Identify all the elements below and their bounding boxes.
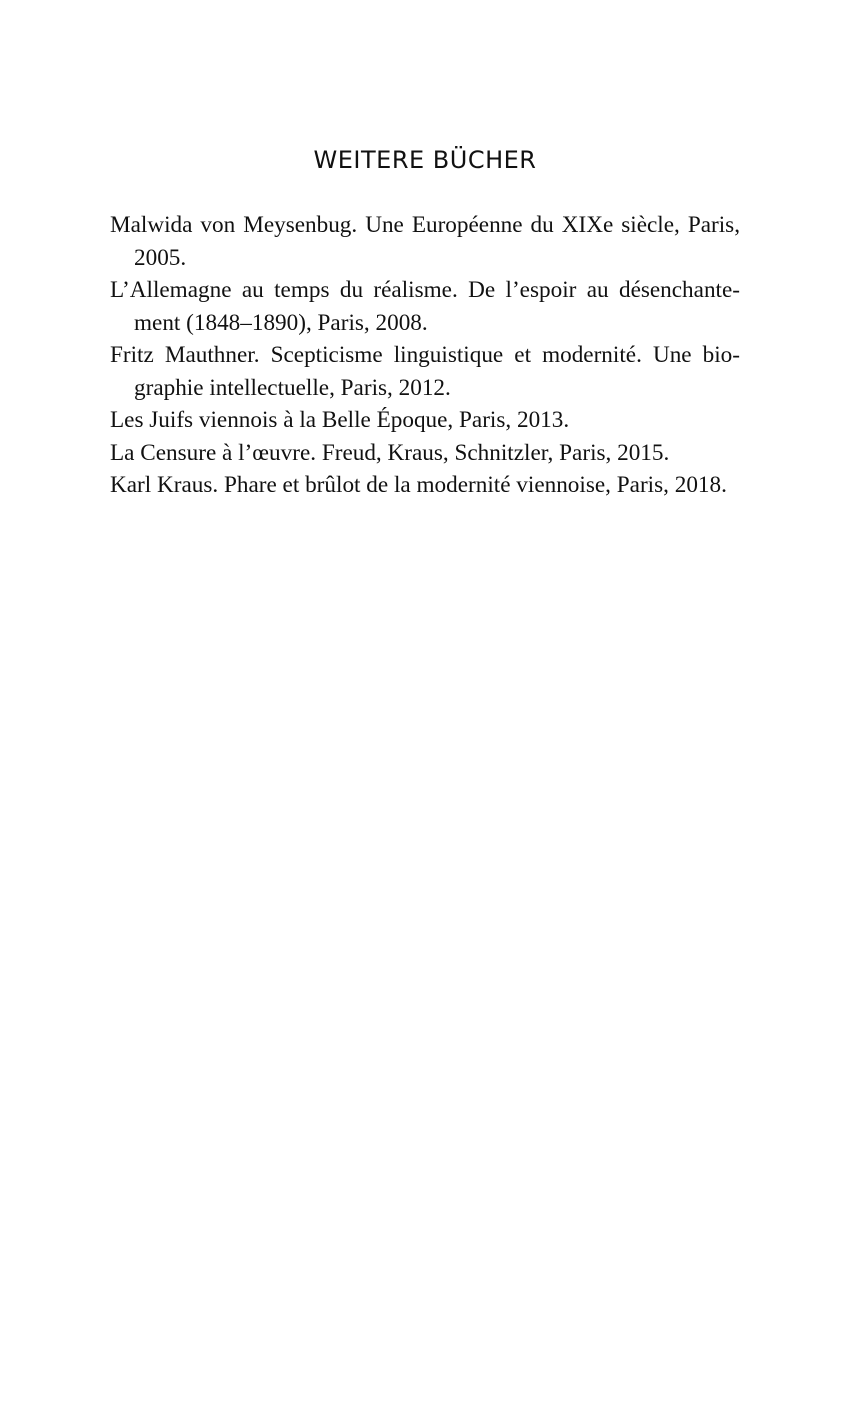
- book-entry: La Censure à l’œuvre. Freud, Kraus, Schnitzler, Paris, 2015.: [110, 439, 670, 466]
- book-entry: Karl Kraus. Phare et brûlot de la modernité viennoise, Paris, 2018.: [110, 472, 727, 498]
- book-entry: Malwida von Meysenbug. Une Européenne du XIXe siècle, Paris, 2005.: [110, 212, 740, 271]
- page-title: WEITERE BÜCHER: [313, 146, 537, 174]
- book-entry: Fritz Mauthner. Scepticisme linguistique et modernité. Une bio-graphie intellectuelle, Paris, 2012.: [110, 342, 740, 401]
- book-list: [110, 209, 740, 502]
- book-entry: Les Juifs viennois à la Belle Époque, Paris, 2013.: [110, 407, 570, 433]
- book-entry: L’Allemagne au temps du réalisme. De l’espoir au désenchante-ment (1848–1890), Paris, 2008.: [110, 277, 740, 336]
